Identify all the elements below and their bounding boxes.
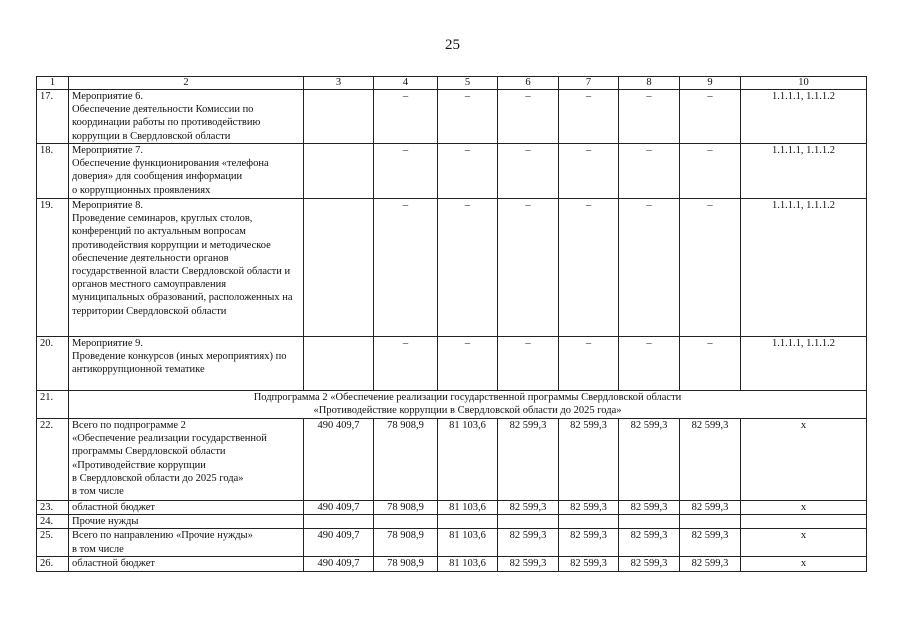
column-header: 6 [498, 77, 559, 90]
cell-value: 78 908,9 [374, 557, 438, 571]
cell-value: – [438, 144, 498, 199]
subprogram-row [37, 391, 867, 419]
cell-value: 82 599,3 [619, 419, 680, 501]
cell-value: 81 103,6 [438, 501, 498, 515]
cell-value [619, 515, 680, 529]
cell-value [304, 515, 374, 529]
cell-value: 82 599,3 [559, 501, 619, 515]
cell-value: – [619, 144, 680, 199]
cell-value: 82 599,3 [680, 501, 741, 515]
cell-value: 490 409,7 [304, 419, 374, 501]
page-number: 25 [445, 37, 460, 53]
cell-value: 78 908,9 [374, 419, 438, 501]
cell-value: 82 599,3 [619, 501, 680, 515]
row-number: 20. [37, 337, 69, 391]
target-indicator-ref: 1.1.1.1, 1.1.1.2 [741, 144, 867, 199]
column-header: 5 [438, 77, 498, 90]
cell-value [498, 515, 559, 529]
target-indicator-ref: 1.1.1.1, 1.1.1.2 [741, 90, 867, 144]
cell-value: 82 599,3 [680, 529, 741, 557]
row-number: 17. [37, 90, 69, 144]
cell-value [304, 199, 374, 337]
cell-value: 81 103,6 [438, 529, 498, 557]
cell-value: – [680, 199, 741, 337]
column-header: 9 [680, 77, 741, 90]
row-description: областной бюджет [69, 557, 304, 571]
cell-value: 82 599,3 [498, 419, 559, 501]
cell-value: – [559, 199, 619, 337]
column-number-header [37, 77, 867, 90]
cell-value: – [438, 90, 498, 144]
cell-value: 82 599,3 [559, 419, 619, 501]
cell-value: 82 599,3 [680, 419, 741, 501]
target-indicator-ref: х [741, 419, 867, 501]
cell-value: – [498, 199, 559, 337]
cell-value: – [559, 337, 619, 391]
column-header: 7 [559, 77, 619, 90]
cell-value: 82 599,3 [619, 557, 680, 571]
cell-value: – [374, 144, 438, 199]
table-row [37, 419, 867, 501]
target-indicator-ref: 1.1.1.1, 1.1.1.2 [741, 199, 867, 337]
cell-value: 78 908,9 [374, 501, 438, 515]
row-description: областной бюджет [69, 501, 304, 515]
target-indicator-ref: 1.1.1.1, 1.1.1.2 [741, 337, 867, 391]
table-row [37, 144, 867, 199]
row-description: Всего по направлению «Прочие нужды» в том числе [69, 529, 304, 557]
cell-value: 81 103,6 [438, 419, 498, 501]
cell-value: 490 409,7 [304, 557, 374, 571]
cell-value: 490 409,7 [304, 529, 374, 557]
cell-value: – [619, 337, 680, 391]
cell-value: – [498, 337, 559, 391]
cell-value [559, 515, 619, 529]
column-header: 3 [304, 77, 374, 90]
cell-value: – [374, 337, 438, 391]
cell-value: – [680, 337, 741, 391]
cell-value: 82 599,3 [559, 529, 619, 557]
cell-value: – [559, 90, 619, 144]
cell-value: 82 599,3 [498, 501, 559, 515]
row-number: 18. [37, 144, 69, 199]
row-description: Мероприятие 8. Проведение семинаров, круглых столов, конференций по актуальным вопросам противодействия коррупции и методическое обеспечение деятельности органов государственной власти Свердловской области и органов местного самоуправления муниципальных образований, расположенных на территории Свердловской области [69, 199, 304, 337]
subprogram-title: Подпрограмма 2 «Обеспечение реализации государственной программы Свердловской области «Противодействие коррупции в Свердловской области до 2025 года» [69, 391, 867, 419]
column-header: 4 [374, 77, 438, 90]
row-description: Мероприятие 9. Проведение конкурсов (иных мероприятиях) по антикоррупционной тематике [69, 337, 304, 391]
row-number: 26. [37, 557, 69, 571]
cell-value: – [619, 90, 680, 144]
table-row [37, 199, 867, 337]
cell-value [374, 515, 438, 529]
row-number: 19. [37, 199, 69, 337]
row-description: Мероприятие 7. Обеспечение функционирования «телефона доверия» для сообщения информации о коррупционных проявлениях [69, 144, 304, 199]
cell-value: – [680, 90, 741, 144]
table-row [37, 557, 867, 571]
cell-value: – [680, 144, 741, 199]
cell-value: – [438, 337, 498, 391]
cell-value: 82 599,3 [680, 557, 741, 571]
cell-value [304, 337, 374, 391]
column-header: 2 [69, 77, 304, 90]
cell-value: – [498, 144, 559, 199]
cell-value: – [374, 90, 438, 144]
row-description: Мероприятие 6. Обеспечение деятельности Комиссии по координации работы по противодействию коррупции в Свердловской области [69, 90, 304, 144]
table-row [37, 337, 867, 391]
table-row [37, 501, 867, 515]
target-indicator-ref: х [741, 557, 867, 571]
table-row [37, 529, 867, 557]
cell-value: 490 409,7 [304, 501, 374, 515]
cell-value: – [498, 90, 559, 144]
program-table [36, 76, 867, 572]
row-number: 21. [37, 391, 69, 419]
cell-value: – [374, 199, 438, 337]
cell-value: 82 599,3 [498, 557, 559, 571]
column-header: 1 [37, 77, 69, 90]
cell-value: 82 599,3 [498, 529, 559, 557]
cell-value [304, 90, 374, 144]
row-description: Всего по подпрограмме 2 «Обеспечение реализации государственной программы Свердловской области «Противодействие коррупции в Свердловской области до 2025 года» в том числе [69, 419, 304, 501]
cell-value: 82 599,3 [619, 529, 680, 557]
row-number: 22. [37, 419, 69, 501]
target-indicator-ref [741, 515, 867, 529]
cell-value: – [559, 144, 619, 199]
table-row [37, 90, 867, 144]
column-header: 8 [619, 77, 680, 90]
cell-value: – [619, 199, 680, 337]
row-number: 24. [37, 515, 69, 529]
cell-value [304, 144, 374, 199]
row-number: 23. [37, 501, 69, 515]
row-description: Прочие нужды [69, 515, 304, 529]
cell-value: 82 599,3 [559, 557, 619, 571]
target-indicator-ref: х [741, 501, 867, 515]
cell-value: 81 103,6 [438, 557, 498, 571]
row-number: 25. [37, 529, 69, 557]
cell-value [438, 515, 498, 529]
cell-value: – [438, 199, 498, 337]
cell-value [680, 515, 741, 529]
column-header: 10 [741, 77, 867, 90]
table-row [37, 515, 867, 529]
target-indicator-ref: х [741, 529, 867, 557]
cell-value: 78 908,9 [374, 529, 438, 557]
